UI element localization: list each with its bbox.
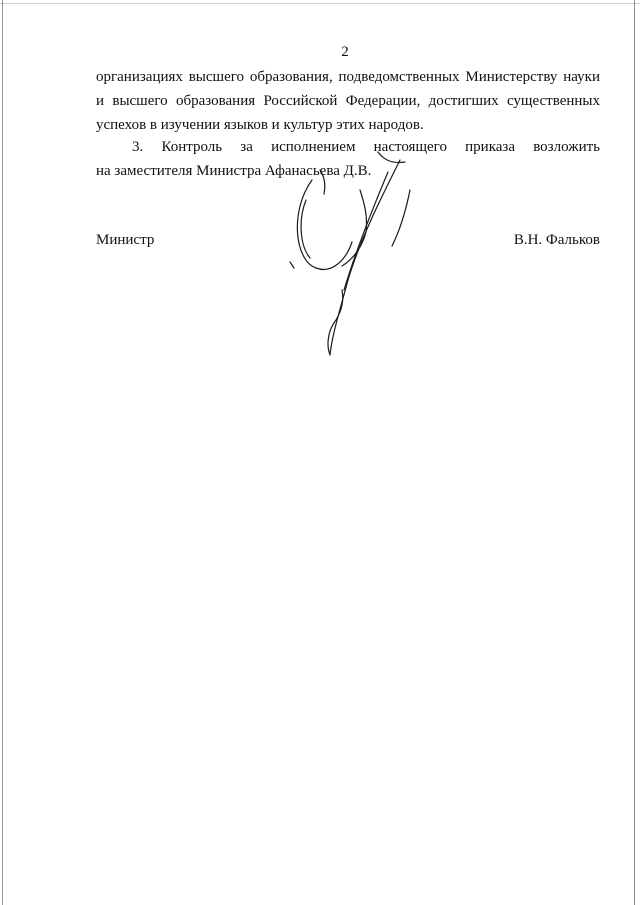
paragraph-line: успехов в изучении языков и культур этих народов. (96, 117, 424, 133)
scan-edge-right (634, 0, 635, 905)
scan-edge-top (0, 3, 640, 4)
paragraph-continuation (96, 65, 600, 137)
paragraph-line: и высшего образования Российской Федерации, достигших существенных (96, 93, 600, 109)
paragraph-line: 3. Контроль за исполнением настоящего приказа возложить (132, 139, 600, 155)
handwritten-signature (260, 150, 430, 360)
paragraph-line: организациях высшего образования, подведомственных Министерству науки (96, 69, 600, 85)
scan-edge-left (2, 0, 3, 905)
page-number: 2 (341, 44, 349, 60)
signatory-role: Министр (96, 232, 155, 248)
paragraph-line: на заместителя Министра Афанасьева Д.В. (96, 163, 372, 179)
signatory-name: В.Н. Фальков (513, 232, 600, 248)
